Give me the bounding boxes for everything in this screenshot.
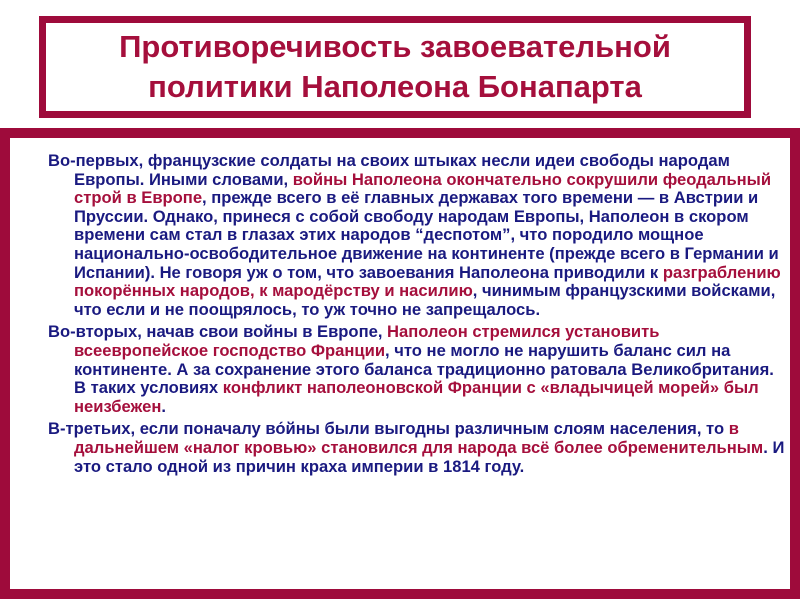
text-segment: , чинимым французскими войсками, что если и не поощрялось, то уж точно не запрещалось. xyxy=(74,281,776,319)
text-segment: В-третьих, если поначалу во́йны были выгодны различным слоям населения, то xyxy=(48,419,729,439)
slide-title: Противоречивость завоевательной политики Наполеона Бонапарта xyxy=(119,29,671,104)
text-segment: . xyxy=(161,396,166,416)
text-segment: Во-первых, французские солдаты на своих штыках несли идеи свободы народам Европы. Иными словами, xyxy=(48,151,730,189)
highlighted-text-segment: разграблению покорённых народов, к мародёрству и насилию xyxy=(74,262,781,301)
title-frame xyxy=(39,16,751,118)
text-segment: , что не могло не нарушить баланс сил на континенте. А за сохранение этого баланса традиционно ратовала Великобритания. В таких условиях xyxy=(74,340,774,398)
highlighted-text-segment: Наполеон стремился установить всеевропейское господство Франции xyxy=(74,322,660,360)
paragraph-first xyxy=(48,152,790,319)
paragraph-second xyxy=(48,323,790,416)
text-segment: Во-вторых, начав свои войны в Европе, xyxy=(48,322,388,342)
paragraph-third xyxy=(48,420,790,476)
text-segment: , прежде всего в её главных державах того времени — в Австрии и Пруссии. Однако, принеся с собой свободу народам Европы, Наполеон в скором времени сам стал в глазах этих народов “деспотом”, что породило мощное национально-освободительное движение на континенте (прежде всего в Германии и Испании). Не говоря уж о том, что завоевания Наполеона приводили к xyxy=(74,188,779,282)
highlighted-text-segment: войны Наполеона окончательно сокрушили феодальный строй в Европе xyxy=(74,169,772,208)
paragraph-list xyxy=(48,152,790,480)
highlighted-text-segment: конфликт наполеоновской Франции с «владычицей морей» был неизбежен xyxy=(74,378,759,416)
text-segment: . И это стало одной из причин краха империи в 1814 году. xyxy=(74,437,785,476)
highlighted-text-segment: в дальнейшем «налог кровью» становился для народа всё более обременительным xyxy=(74,419,764,457)
content-frame xyxy=(0,128,800,599)
